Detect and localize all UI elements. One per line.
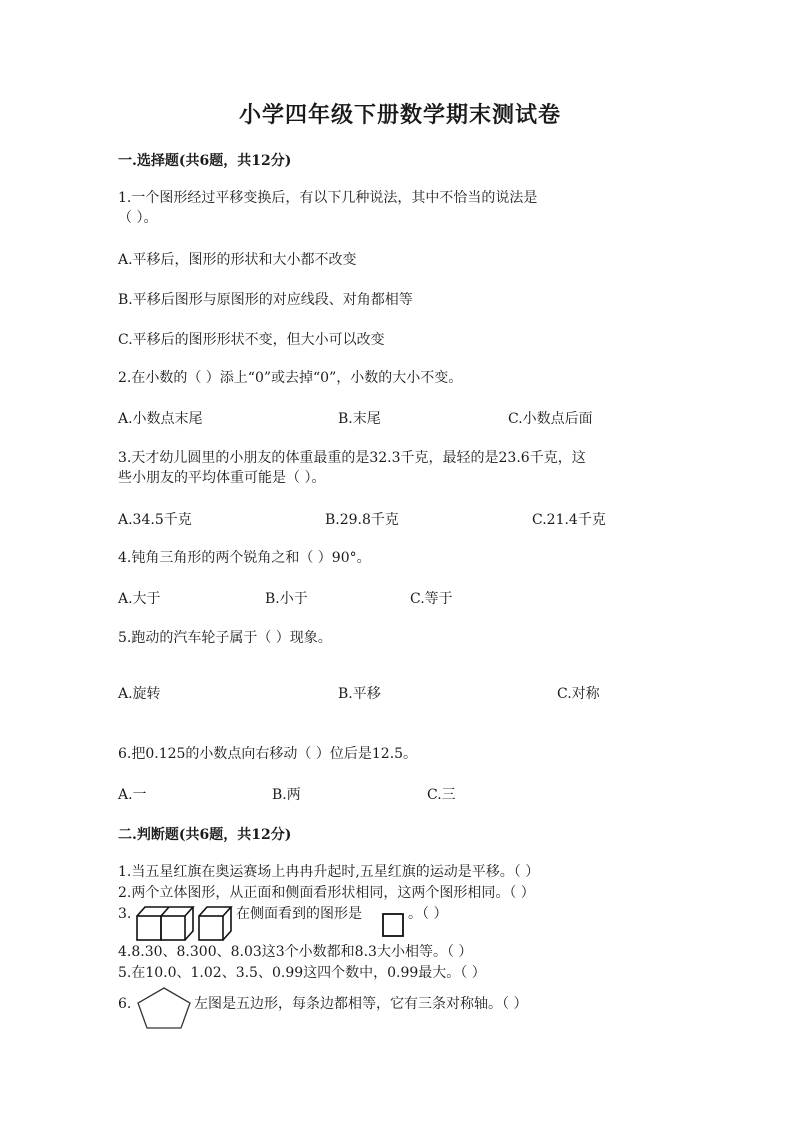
question-1-text: 1.一个图形经过平移变换后，有以下几种说法，其中不恰当的说法是 [118,190,538,206]
judgement-6-text: 左图是五边形，每条边都相等，它有三条对称轴。（ ） [194,996,528,1012]
question-6-option-a: A.一 [118,787,147,803]
question-5-option-b: B.平移 [338,686,381,702]
question-3-text: 3.天才幼儿圆里的小朋友的体重最重的是32.3千克，最轻的是23.6千克，这 [118,450,586,466]
question-3-option-b: B.29.8千克 [325,512,399,528]
judgement-6-number: 6. [118,996,132,1012]
judgement-3-number: 3. [118,906,132,922]
question-3-option-c: C.21.4千克 [532,512,606,528]
question-3-text-cont: 些小朋友的平均体重可能是（ ）。 [118,470,326,486]
section-heading-choice: 一.选择题(共6题，共12分) [118,153,292,169]
question-4-text: 4.钝角三角形的两个锐角之和（ ）90°。 [118,550,371,566]
question-6-option-c: C.三 [427,787,456,803]
question-2-option-b: B.末尾 [338,411,381,427]
question-4-option-a: A.大于 [118,591,161,607]
question-6-text: 6.把0.125的小数点向右移动（ ）位后是12.5。 [118,746,418,762]
judgement-3-text: 在侧面看到的图形是 [236,906,362,922]
section-heading-judgement: 二.判断题(共6题，共12分) [118,827,292,843]
question-5-option-c: C.对称 [557,686,600,702]
judgement-2: 2.两个立体图形，从正面和侧面看形状相同，这两个图形相同。（ ） [118,885,535,901]
judgement-3-tail: 。（ ） [408,906,448,922]
cubes-figure [136,904,234,942]
question-5-text: 5.跑动的汽车轮子属于（ ）现象。 [118,630,332,646]
question-6-option-b: B.两 [272,787,301,803]
question-2-option-a: A.小数点末尾 [118,411,203,427]
question-1-option-a: A.平移后，图形的形状和大小都不改变 [118,252,357,268]
page-title: 小学四年级下册数学期末测试卷 [238,102,561,128]
question-5-option-a: A.旋转 [118,686,161,702]
question-1-option-c: C.平移后的图形形状不变，但大小可以改变 [118,332,385,348]
question-1-text-cont: （ ）。 [118,210,158,226]
question-1-option-b: B.平移后图形与原图形的对应线段、对角都相等 [118,292,413,308]
question-3-option-a: A.34.5千克 [118,512,192,528]
judgement-4: 4.8.30、8.300、8.03这3个小数都和8.3大小相等。（ ） [118,944,473,960]
pentagon-figure [136,986,192,1030]
question-4-option-c: C.等于 [410,591,453,607]
judgement-1: 1.当五星红旗在奥运赛场上冉冉升起时,五星红旗的运动是平移。（ ） [118,864,540,880]
question-4-option-b: B.小于 [265,591,308,607]
judgement-5: 5.在10.0、1.02、3.5、0.99这四个数中，0.99最大。（ ） [118,965,486,981]
question-2-option-c: C.小数点后面 [508,411,593,427]
square-figure [382,913,404,937]
question-2-text: 2.在小数的（ ）添上“0”或去掉“0”，小数的大小不变。 [118,370,463,386]
